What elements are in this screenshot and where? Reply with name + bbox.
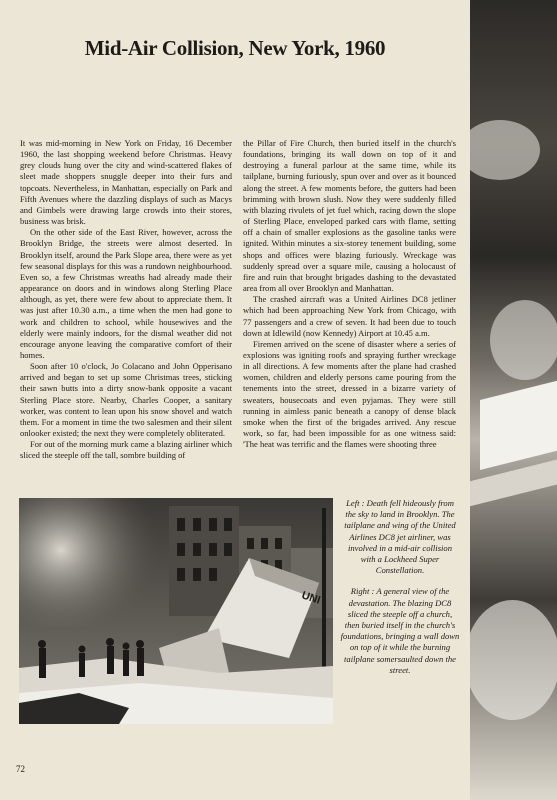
paragraph: Soon after 10 o'clock, Jo Colacano and John Opperisano arrived and began to set up some Christmas trees, sticking their sawn butts into a dirty snow-bank opposite a vacant Sterling Place store. Nearby, Charles Cooper, a sanitary worker, was content to lean upon his snow shovel and watch them. For a moment in time the two salesmen and their silent onlooker existed; the next they were completely obliterated. bbox=[20, 361, 232, 439]
caption-right: Right : A general view of the devastation. The blazing DC8 sliced the steeple off a church, then buried itself in the church's foundations, bringing a wall down on top of it while the burning tailplane somersaulted down the street. bbox=[340, 586, 460, 675]
crash-photo-brooklyn bbox=[19, 498, 333, 724]
right-text-column bbox=[243, 138, 456, 450]
devastation-photo-edge bbox=[470, 0, 557, 800]
paragraph: It was mid-morning in New York on Friday, 16 December 1960, the last shopping weekend before Christmas. Heavy grey clouds hung over the city and wind-scattered flakes of sleet made shoppers snuggle deeper into their furs and topcoats. Nevertheless, in Manhattan, especially on Park and Fifth Avenues where the dazzling displays of such as Macys and Gimbels were drawing large crowds into their stores, business was brisk. bbox=[20, 138, 232, 227]
caption-left: Left : Death fell hideously from the sky to land in Brooklyn. The tailplane and wing of the United Airlines DC8 jet airliner, was involved in a mid-air collision with a Lockheed Super Constellation. bbox=[344, 498, 456, 576]
left-text-column bbox=[20, 138, 232, 462]
paragraph: For out of the morning murk came a blazing airliner which sliced the steeple off the tall, sombre building of bbox=[20, 439, 232, 461]
photo-illustration bbox=[19, 498, 333, 724]
paragraph: the Pillar of Fire Church, then buried itself in the church's foundations, bringing its wall down on top of it and destroying a funeral parlour at the same time, while its tailplane, burning furiously, spun over and over as it bounced along the street. A few moments before, the gutters had been brimming with brown slush. Now they were suddenly filled with blazing rivulets of jet fuel which, racing down the slope of Sterling Place, enveloped parked cars with flame, setting off a chain of smaller explosions as the gasoline tanks were ignited. Within minutes a six-storey tenement building, some shops and offices were blazing furiously. Wreckage was suddenly spread over a square mile, causing a holocaust of fire and ruin that brought brigades dashing to the devastated area from all over Brooklyn and Manhattan. bbox=[243, 138, 456, 294]
tail-lettering: UNI bbox=[300, 589, 322, 607]
paragraph: The crashed aircraft was a United Airlines DC8 jetliner which had been approaching New York from Chicago, with 77 passengers and a crew of seven. It had been due to touch down at Idlewild (now Kennedy) Airport at 10.45 a.m. bbox=[243, 294, 456, 338]
paragraph: Firemen arrived on the scene of disaster where a series of explosions was igniting roofs and spraying further wreckage in all directions. A few moments after the plane had crashed women, children and elderly persons came pouring from the tenements into the street, dressed in a bizarre variety of sweaters, housecoats and even pyjamas. They were still running in aimless panic beneath a canopy of dense black smoke when the first of the brigades arrived. Any rescue work, so far, had been impossible for as one witness said: 'The heat was terrific and the flames were shooting three bbox=[243, 338, 456, 450]
article-title: Mid-Air Collision, New York, 1960 bbox=[84, 36, 386, 60]
paragraph: On the other side of the East River, however, across the Brooklyn Bridge, the streets were almost deserted. In Brooklyn itself, around the Park Slope area, there were as yet few seasonal displays for this was a rundown neighbourhood. Even so, a few Christmas wreaths had already made their appearance on doors and in windows along Sterling Place although, as yet, there were few about to appreciate them. It was just after 10.30 a.m., a time when the men had gone to work and children to school, while housewives and the elderly were mainly indoors, for the dismal weather did not encourage anyone leaving the comparative comfort of their homes. bbox=[20, 227, 232, 360]
page-number: 72 bbox=[16, 764, 25, 774]
photo-captions bbox=[340, 498, 460, 686]
